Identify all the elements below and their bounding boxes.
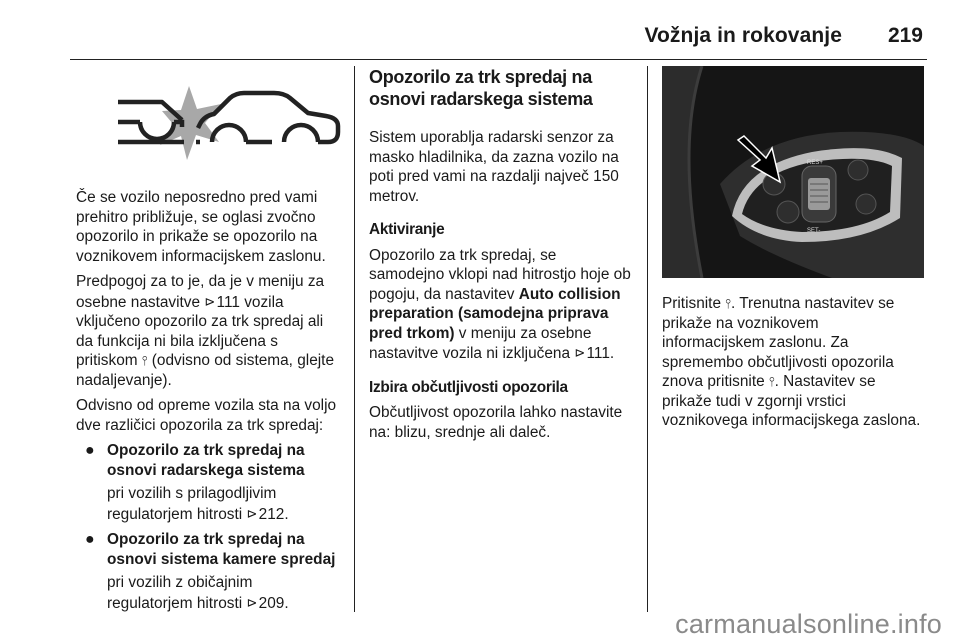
subheading: Aktiviranje [369, 221, 445, 238]
page-ref[interactable]: 111 [216, 293, 240, 311]
column-left [76, 66, 342, 619]
page-ref-arrow-icon: ⊳ [574, 345, 586, 360]
header-rule [70, 59, 927, 60]
column-divider [354, 66, 355, 612]
column-right [662, 66, 924, 437]
subheading: Izbira občutljivosti opozorila [369, 378, 568, 396]
column-divider [647, 66, 648, 612]
bullet-icon: ● [85, 531, 95, 548]
following-distance-icon: ⫯ [768, 374, 775, 389]
column-middle [369, 66, 633, 448]
page-ref[interactable]: 212 [258, 505, 285, 523]
paragraph: Občutljivost opozorila lahko nastavite na: blizu, srednje ali daleč. [369, 404, 623, 441]
paragraph: Če se vozilo neposredno pred vami prehitro približuje, se oglasi zvočno opozorilo in prikaže se opozorilo na voznikovem informacijskem zaslonu. [76, 189, 326, 265]
following-distance-icon: ⫯ [141, 353, 148, 368]
paragraph: Odvisno od opreme vozila sta na voljo dve različici opozorila za trk spredaj: [76, 397, 337, 434]
page-number: 219 [887, 24, 923, 47]
list-item: ● Opozorilo za trk spredaj na osnovi radarskega sistema [85, 442, 305, 479]
collision-warning-illustration [76, 66, 342, 174]
paragraph: Opozorilo za trk spredaj, se samodejno vklopi nad hitrostjo hoje ob pogoju, da nastavitev Auto collision preparation (samodejna priprava pred trkom) v meniju za osebne nastavitve vozila ni izključena ⊳ 111. [369, 246, 631, 362]
steering-wheel-photo [662, 66, 924, 278]
paragraph: Sistem uporablja radarski senzor za masko hladilnika, da zazna vozilo na poti pred vami na razdalji največ 150 metrov. [369, 129, 619, 205]
set-label: SET- [807, 228, 821, 234]
page-header-title: Vožnja in rokovanje [644, 24, 842, 47]
bullet-icon: ● [85, 442, 95, 459]
res-label: RES+ [807, 160, 823, 166]
paragraph: Predpogoj za to je, da je v meniju za osebne nastavitve ⊳ 111 vozila vključeno opozorilo za trk spredaj ali da funkcija ni bila izključena s pritiskom ⫯ (odvisno od sistema, glejte nadaljevanje). [76, 273, 335, 389]
list-item: ● Opozorilo za trk spredaj na osnovi sistema kamere spredaj [85, 531, 336, 568]
page-ref-arrow-icon: ⊳ [246, 505, 258, 521]
watermark: carmanualsonline.info [675, 609, 942, 639]
page-ref[interactable]: 209 [258, 594, 285, 612]
page-ref-arrow-icon: ⊳ [204, 293, 216, 309]
following-distance-icon: ⫯ [725, 296, 731, 311]
paragraph: Pritisnite ⫯. Trenutna nastavitev se prikaže na voznikovem informacijskem zaslonu. Za spremembo občutljivosti opozorila znova pritisnite ⫯. Nastavitev se prikaže tudi v zgornji vrstici voznikovega informacijskega zaslona. [662, 295, 921, 429]
section-title: Opozorilo za trk spredaj na osnovi radarskega sistema [369, 67, 593, 109]
list-item-text: pri vozilih s prilagodljivim regulatorjem hitrosti ⊳ 212. [107, 485, 289, 523]
list-item-text: pri vozilih z običajnim regulatorjem hitrosti ⊳ 209. [107, 574, 289, 612]
page-ref[interactable]: 111 [586, 345, 610, 362]
page-ref-arrow-icon: ⊳ [246, 594, 258, 610]
